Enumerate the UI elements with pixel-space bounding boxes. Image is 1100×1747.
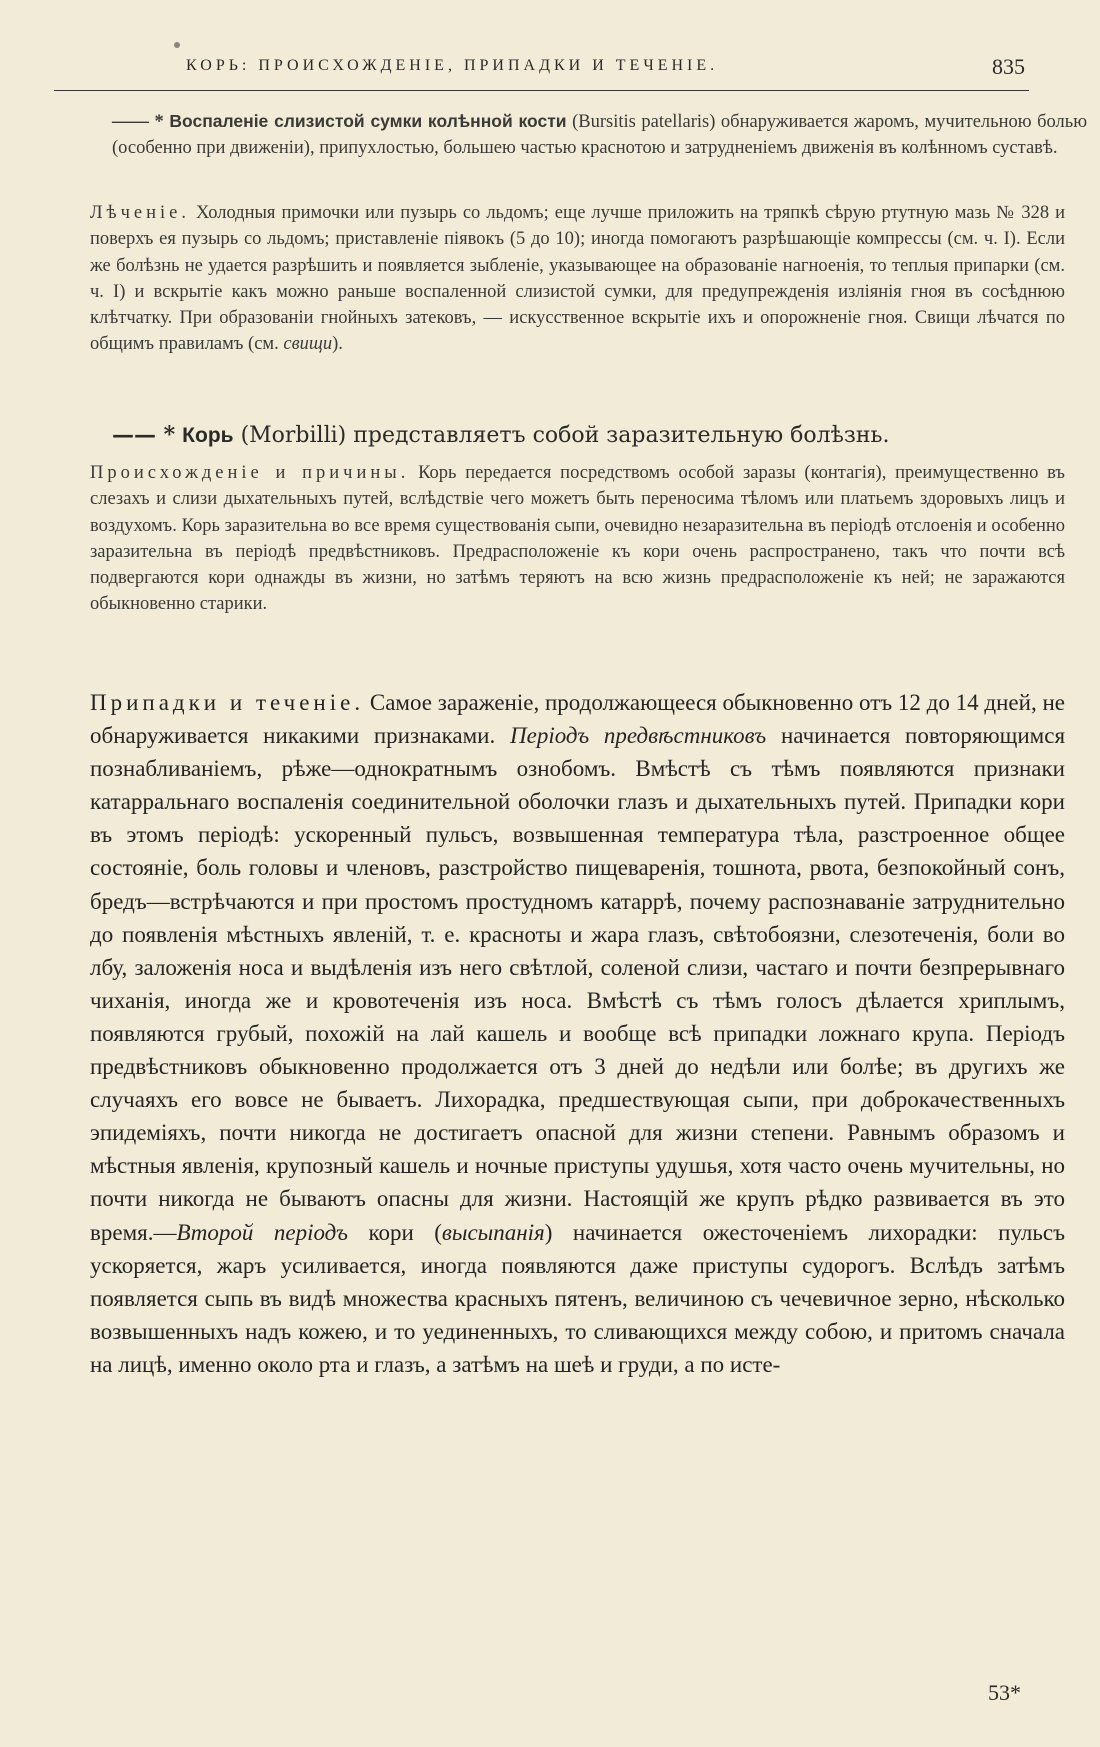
section-text: Корь передается посредствомъ особой заразы (контагія), преимущественно въ слезахъ и слизи дыхательныхъ путей, вслѣдствіе чего можетъ быть переносима тѣломъ или платьемъ здоровыхъ лицъ и воздухомъ. Корь заразительна во все время существованія сыпи, очевидно незаразительна въ періодѣ отслоенія и особенно заразительна въ періодѣ предвѣстниковъ. Предрасположеніе къ кори очень распространено, такъ что почти всѣ подвергаются кори однажды въ жизни, но затѣмъ теряютъ на всю жизнь предрасположеніе къ ней; не заражаются обыкновенно старики. — [90, 463, 1065, 615]
paragraph-origin — [54, 460, 1065, 618]
paragraph-bursitis — [54, 108, 1087, 162]
italic-term: Второй періодъ — [176, 1219, 348, 1245]
paragraph-treatment — [54, 200, 1065, 358]
section-text: Самое зараженіе, продолжающееся обыкновенно отъ 12 до 14 дней, не обнаруживается никакими признаками. — [90, 690, 1065, 749]
cross-reference: свищи — [283, 334, 333, 355]
italic-term: высыпанія — [441, 1219, 545, 1245]
section-text: начинается повторяющимся познабливаніемъ, рѣже—однократнымъ ознобомъ. Вмѣстѣ съ тѣмъ появляются признаки катарральнаго воспаленія соединительной оболочки глазъ и дыхательныхъ путей. Припадки кори въ этомъ періодѣ: ускоренный пульсъ, возвышенная температура тѣла, разстроенное общее состояніе, боль головы и членовъ, разстройство пищеваренія, тошнота, рвота, безпокойный сонъ, бредъ—встрѣчаются и при простомъ простудномъ катаррѣ, почему распознаваніе затруднительно до появленія мѣстныхъ явленій, т. е. красноты и жара глазъ, свѣтобоязни, слезотеченія, боли во лбу, заложенія носа и выдѣленія изъ него свѣтлой, соленой слизи, частаго и почти безпрерывнаго чиханія, иногда же и кровотеченія изъ носа. Вмѣстѣ съ тѣмъ голосъ дѣлается хриплымъ, появляются грубый, похожій на лай кашель и вообще всѣ припадки ложнаго крупа. Періодъ предвѣстниковъ обыкновенно продолжается отъ 3 дней до недѣли или болѣе; въ другихъ же случаяхъ его вовсе не бываетъ. Лихорадка, предшествующая сыпи, при доброкачественныхъ эпидеміяхъ, почти никогда не достигаетъ опасной для жизни степени. Равнымъ образомъ и мѣстныя явленія, крупозный кашель и ночные приступы удушья, хотя часто очень мучительны, но почти никогда не бываютъ опасны для жизни. Настоящій же крупъ рѣдко развивается въ это время.— — [90, 723, 1066, 1245]
entry-dash: —— * — [112, 422, 176, 448]
running-header — [54, 52, 1029, 91]
entry-text: (Bursitis patellaris) обнаруживается жаромъ, мучительною болью (особенно при движеніи), припухлостью, большею частью краснотою и затрудненіемъ движенія въ колѣнномъ суставѣ. — [112, 112, 1088, 159]
section-heading: Припадки и теченіе. — [90, 690, 365, 715]
section-text: кори ( — [368, 1219, 442, 1245]
entry-term: Воспаленіе слизистой сумки колѣнной кости — [169, 111, 567, 131]
page-number: 835 — [992, 54, 1025, 79]
running-title: КОРЬ: ПРОИСХОЖДЕНІЕ, ПРИПАДКИ И ТЕЧЕНІЕ. — [186, 57, 719, 74]
section-text: ) начинается ожесточеніемъ лихорадки: пульсъ ускоряется, жаръ усиливается, иногда появляются даже приступы судорогъ. Вслѣдъ затѣмъ появляется сыпь въ видѣ множества красныхъ пятенъ, величиною съ чечевичное зерно, нѣсколько возвышенныхъ надъ кожею, и то уединенныхъ, то сливающихся между собою, и притомъ сначала на лицѣ, именно около рта и глазъ, а затѣмъ на шеѣ и груди, а по исте- — [90, 1219, 1066, 1377]
entry-text: (Morbilli) представляетъ собой заразительную болѣзнь. — [240, 423, 890, 448]
paragraph-measles-title — [54, 420, 1087, 451]
italic-term: Періодъ предвѣстниковъ — [510, 723, 767, 749]
entry-term: Корь — [182, 424, 234, 447]
entry-dash: —— * — [112, 112, 164, 132]
paragraph-symptoms — [54, 686, 1065, 1381]
section-text: Холодныя примочки или пузырь со льдомъ; еще лучше приложить на тряпкѣ сѣрую ртутную мазь № 328 и поверхъ ея пузырь со льдомъ; приставленіе піявокъ (5 до 10); иногда помогаютъ разрѣшающіе компрессы (см. ч. I). Если же болѣзнь не удается разрѣшить и появляется зыбленіе, указывающее на образованіе нагноенія, то теплыя припарки (см. ч. I) и вскрытіе какъ можно раньше воспаленной слизистой сумки, для предупрежденія изліянія гноя въ сосѣднюю клѣтчатку. При образованіи гнойныхъ затековъ, — искусственное вскрытіе ихъ и опорожненіе гноя. Свищи лѣчатся по общимъ правиламъ (см. — [90, 203, 1065, 355]
signature-mark: 53* — [988, 1680, 1021, 1705]
book-page — [54, 52, 1088, 1712]
section-tail: ). — [332, 334, 343, 355]
section-heading: Происхожденіе и причины. — [90, 463, 410, 483]
section-heading: Лѣченіе. — [90, 203, 190, 223]
print-dot — [174, 42, 180, 48]
